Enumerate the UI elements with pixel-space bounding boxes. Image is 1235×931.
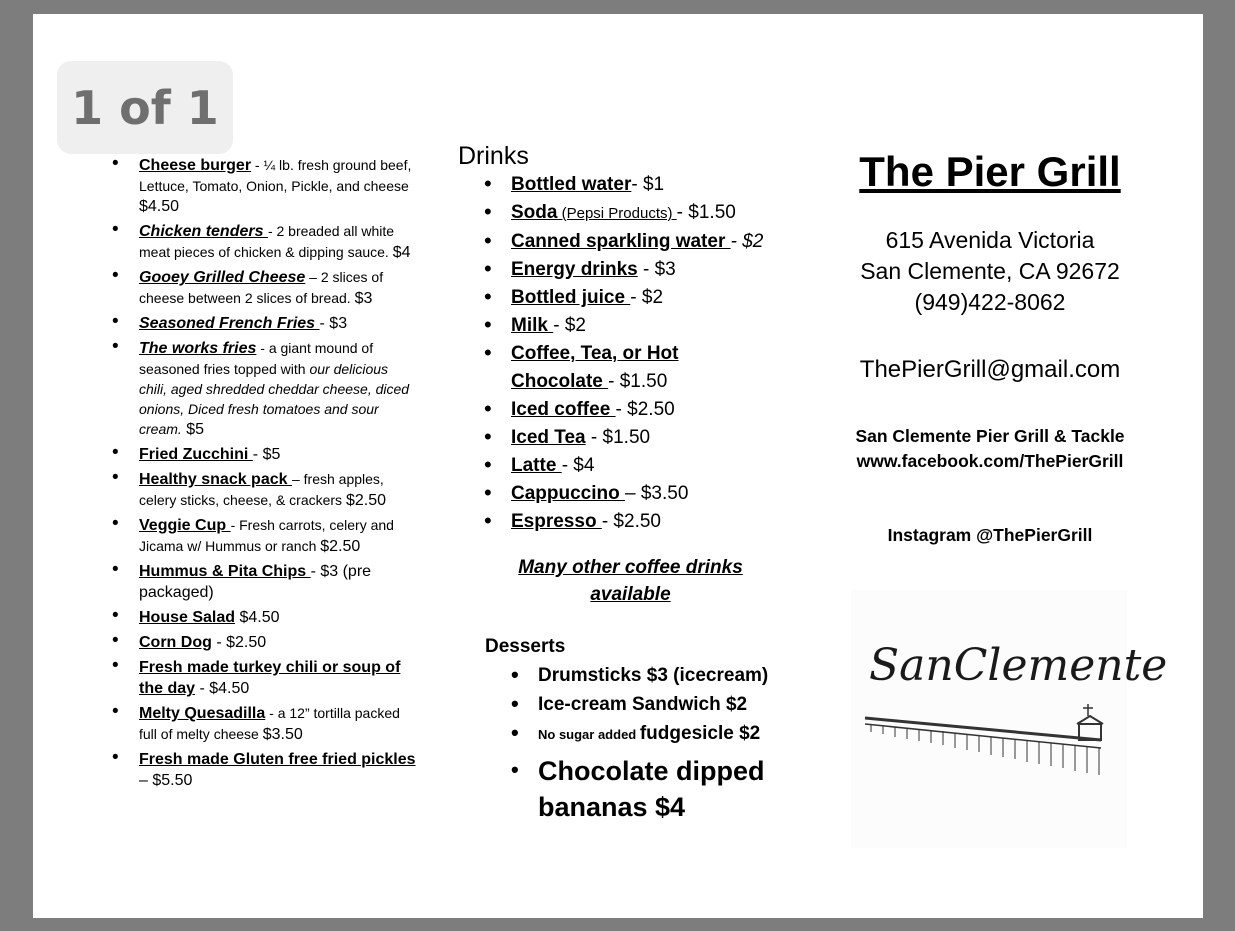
drink-item bbox=[511, 256, 788, 284]
food-item-desc: - a giant mound of seasoned fries topped with bbox=[139, 340, 374, 377]
food-item-price: $3.50 bbox=[262, 726, 303, 743]
facebook-name: San Clemente Pier Grill & Tackle bbox=[855, 426, 1125, 446]
food-item bbox=[139, 155, 419, 217]
drink-price: - $2.50 bbox=[615, 399, 675, 420]
food-item-price: $3 bbox=[354, 290, 373, 307]
drink-price: - $2 bbox=[630, 287, 664, 308]
facebook-url: www.facebook.com/ThePierGrill bbox=[856, 451, 1124, 471]
drink-name: Cappuccino bbox=[511, 483, 626, 504]
coffee-note: Many other coffee drinks available bbox=[518, 557, 743, 605]
drink-item bbox=[511, 199, 788, 228]
instagram-handle: Instagram @ThePierGrill bbox=[887, 525, 1093, 545]
city-state-zip: San Clemente, CA 92672 bbox=[860, 258, 1120, 284]
drink-price: - $1.50 bbox=[608, 371, 668, 392]
food-item-name: Fresh made Gluten free fried pickles bbox=[139, 751, 416, 768]
food-item-desc: - 2 breaded all white meat pieces of chicken & dipping sauce. bbox=[139, 223, 395, 260]
drink-price: - $1 bbox=[631, 174, 665, 195]
drink-item bbox=[511, 452, 788, 480]
dessert-text: Drumsticks $3 (icecream) bbox=[538, 665, 769, 686]
food-item-name: Fresh made turkey chili or soup of the day bbox=[139, 659, 401, 697]
desserts-list bbox=[538, 661, 798, 825]
drink-price: - $4 bbox=[561, 455, 595, 476]
dessert-text: fudgesicle $2 bbox=[639, 723, 761, 744]
drink-name: Espresso bbox=[511, 511, 602, 532]
food-item bbox=[139, 444, 419, 465]
san-clemente-pier-logo bbox=[851, 590, 1168, 848]
food-item-price: $2.50 bbox=[320, 538, 361, 555]
food-item-name: Hummus & Pita Chips bbox=[139, 563, 311, 580]
food-item bbox=[139, 221, 419, 263]
dessert-text: Chocolate dipped bananas $4 bbox=[538, 756, 765, 822]
logo-script-text: SanClemente bbox=[869, 640, 1168, 691]
food-item-name: Fried Zucchini bbox=[139, 446, 253, 463]
phone-number: (949)422-8062 bbox=[914, 289, 1066, 315]
drink-price: - $2 bbox=[730, 231, 764, 252]
drinks-heading: Drinks bbox=[458, 142, 529, 170]
food-item bbox=[139, 515, 419, 557]
drink-item bbox=[511, 480, 788, 508]
food-item-name: Seasoned French Fries bbox=[139, 315, 320, 332]
food-item bbox=[139, 607, 419, 628]
dessert-item bbox=[538, 661, 798, 690]
drink-price: - $2.50 bbox=[601, 511, 661, 532]
drink-item bbox=[511, 340, 721, 396]
page-counter-badge: 1 of 1 bbox=[57, 61, 233, 154]
food-item-name: Gooey Grilled Cheese bbox=[139, 269, 306, 286]
food-item-price: - $2.50 bbox=[211, 634, 267, 651]
food-item-desc: - a 12” tortilla packed full of melty cheese bbox=[139, 705, 400, 742]
food-item bbox=[139, 703, 419, 745]
food-item-price: - $3 (pre packaged) bbox=[139, 563, 372, 601]
food-item-name: Melty Quesadilla bbox=[139, 705, 266, 722]
drink-name: Bottled juice bbox=[511, 287, 631, 308]
food-item-name: The works fries bbox=[139, 340, 257, 357]
restaurant-title: The Pier Grill bbox=[859, 148, 1121, 195]
drink-price: - $1.50 bbox=[585, 427, 651, 448]
drink-price: - $3 bbox=[637, 259, 676, 280]
drink-name: Energy drinks bbox=[511, 259, 638, 280]
drink-name: Coffee, Tea, or Hot Chocolate bbox=[511, 343, 679, 392]
food-item-price: $4.50 bbox=[235, 609, 280, 626]
food-item-name: Cheese burger bbox=[139, 157, 252, 174]
drink-item bbox=[511, 424, 788, 452]
food-item-desc: – 2 slices of cheese between 2 slices of bread. bbox=[139, 269, 384, 306]
food-item bbox=[139, 657, 419, 699]
dessert-item bbox=[538, 690, 798, 719]
drink-item bbox=[511, 312, 788, 340]
drink-name: Iced Tea bbox=[511, 427, 586, 448]
food-item-name: Corn Dog bbox=[139, 634, 212, 651]
food-item bbox=[139, 267, 419, 309]
food-item-desc: - ¼ lb. fresh ground beef, Lettuce, Tomato, Onion, Pickle, and cheese bbox=[139, 157, 412, 194]
food-item-price: $3 bbox=[329, 315, 348, 332]
dessert-item bbox=[538, 719, 798, 749]
food-item-desc: - Fresh carrots, celery and Jicama w/ Hummus or ranch bbox=[139, 517, 394, 554]
drinks-list bbox=[511, 171, 788, 536]
food-item-price: $4.50 bbox=[139, 198, 180, 215]
drink-item bbox=[511, 396, 788, 424]
drink-name: Canned sparkling water bbox=[511, 231, 731, 252]
drink-price: - $1.50 bbox=[676, 202, 736, 223]
food-item-price: $4 bbox=[392, 244, 411, 261]
drink-price: – $3.50 bbox=[625, 483, 689, 504]
drinks-desserts-column bbox=[458, 142, 788, 822]
food-item-name: Chicken tenders bbox=[139, 223, 268, 240]
food-item-desc: – fresh apples, celery sticks, cheese, & crackers bbox=[139, 471, 384, 508]
food-list bbox=[139, 155, 419, 791]
food-item-price: $5 bbox=[262, 446, 281, 463]
drink-name: Soda bbox=[511, 202, 558, 223]
food-item bbox=[139, 313, 419, 334]
food-item-name: House Salad bbox=[139, 609, 236, 626]
drink-price: - $2 bbox=[553, 315, 586, 336]
info-column bbox=[840, 145, 1140, 546]
food-item-desc: - bbox=[319, 315, 330, 332]
food-item bbox=[139, 469, 419, 511]
food-item bbox=[139, 749, 419, 791]
food-item-name: Healthy snack pack bbox=[139, 471, 292, 488]
food-item bbox=[139, 338, 419, 440]
food-column bbox=[139, 155, 419, 795]
food-item-price: $2.50 bbox=[345, 492, 386, 509]
drink-item bbox=[511, 508, 788, 536]
food-item bbox=[139, 561, 419, 603]
email-address: ThePierGrill@gmail.com bbox=[859, 356, 1121, 383]
drink-extra: (Pepsi Products) bbox=[557, 205, 677, 222]
food-item-name: Veggie Cup bbox=[139, 517, 231, 534]
dessert-text: Ice-cream Sandwich $2 bbox=[538, 694, 748, 715]
desserts-heading: Desserts bbox=[485, 636, 566, 657]
food-item-price: $5 bbox=[181, 421, 205, 438]
drink-item bbox=[511, 228, 788, 256]
dessert-qualifier: No sugar added bbox=[538, 727, 640, 742]
drink-name: Bottled water bbox=[511, 174, 632, 195]
drink-name: Iced coffee bbox=[511, 399, 616, 420]
drink-name: Latte bbox=[511, 455, 562, 476]
food-item-price: - $4.50 bbox=[195, 680, 250, 697]
dessert-item bbox=[538, 753, 798, 825]
street-address: 615 Avenida Victoria bbox=[885, 227, 1095, 253]
drink-name: Milk bbox=[511, 315, 554, 336]
food-item-price: – $5.50 bbox=[139, 772, 193, 789]
food-item-desc-italic: our delicious chili, aged shredded cheddar cheese, diced onions, Diced fresh tomatoes and sour cream. bbox=[139, 361, 410, 437]
food-item bbox=[139, 632, 419, 653]
drink-item bbox=[511, 284, 788, 312]
drink-item bbox=[511, 171, 788, 199]
pier-illustration-icon bbox=[851, 590, 1168, 848]
food-item-desc: - bbox=[252, 446, 263, 463]
